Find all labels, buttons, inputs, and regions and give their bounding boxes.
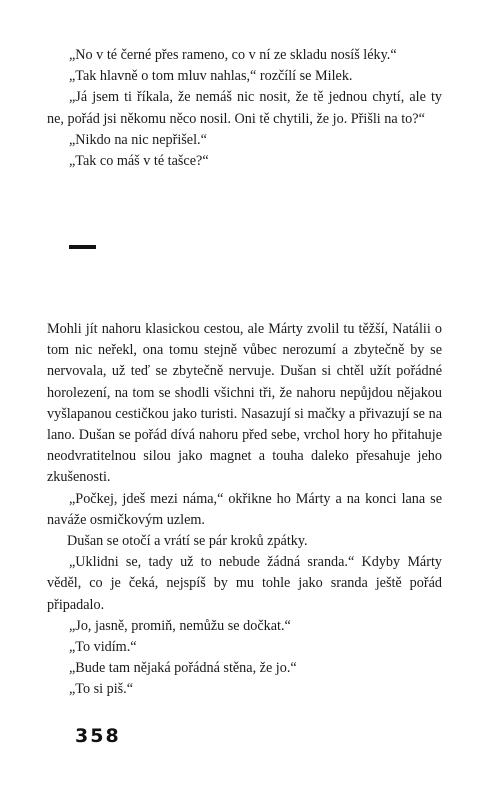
- paragraph: „Bude tam nějaká pořádná stěna, že jo.“: [69, 660, 297, 677]
- paragraph: „To vidím.“: [69, 639, 137, 656]
- paragraph: „Já jsem ti říkala, že nemáš nic nosit, že tě jednou chytí, ale ty ne, pořád jsi někomu něco nosil. Oni tě chytili, že jo. Přišli na to?“: [47, 89, 442, 127]
- paragraph: „Jo, jasně, promiň, nemůžu se dočkat.“: [69, 617, 291, 634]
- paragraph: „Počkej, jdeš mezi náma,“ okřikne ho Márty a na konci lana se naváže osmičkovým uzlem.: [47, 490, 442, 528]
- paragraph: „Nikdo na nic nepřišel.“: [69, 131, 207, 148]
- paragraph: „Uklidni se, tady už to nebude žádná sranda.“ Kdyby Márty věděl, co je čeká, nejspíš by mu tohle jako sranda ještě pořád připadalo.: [47, 554, 442, 613]
- paragraph: „Tak hlavně o tom mluv nahlas,“ rozčílí se Milek.: [69, 68, 353, 85]
- paragraph: „To si piš.“: [69, 681, 134, 698]
- paragraph: Dušan se otočí a vrátí se pár kroků zpátky.: [67, 533, 308, 550]
- paragraph: „No v té černé přes rameno, co v ní ze skladu nosíš léky.“: [69, 47, 397, 63]
- paragraph: Mohli jít nahoru klasickou cestou, ale Márty zvolil tu těžší, Natálii o tom nic neřekl, ona tomu stejně vůbec nerozumí a zbytečně by se nervovala, už teď se zbytečně nervuje. Dušan si chtěl užít pořádné horolezení, na tom se shodli všichni tři, že nahoru nepůjdou nějakou vyšlapanou cestičkou jako turisti. Nasazují si mačky a přivazují se na lano. Dušan se pořád dívá nahoru před sebe, vrchol hory ho přitahuje neodvratitelnou silou jako magnet a touha daleko přesahuje jeho zkušenosti.: [47, 321, 442, 486]
- dialogue-block: [47, 45, 442, 172]
- section-break-dash: [69, 245, 96, 249]
- page-number: 358: [75, 725, 121, 747]
- paragraph: „Tak co máš v té tašce?“: [69, 153, 209, 170]
- narrative-block: [47, 319, 442, 701]
